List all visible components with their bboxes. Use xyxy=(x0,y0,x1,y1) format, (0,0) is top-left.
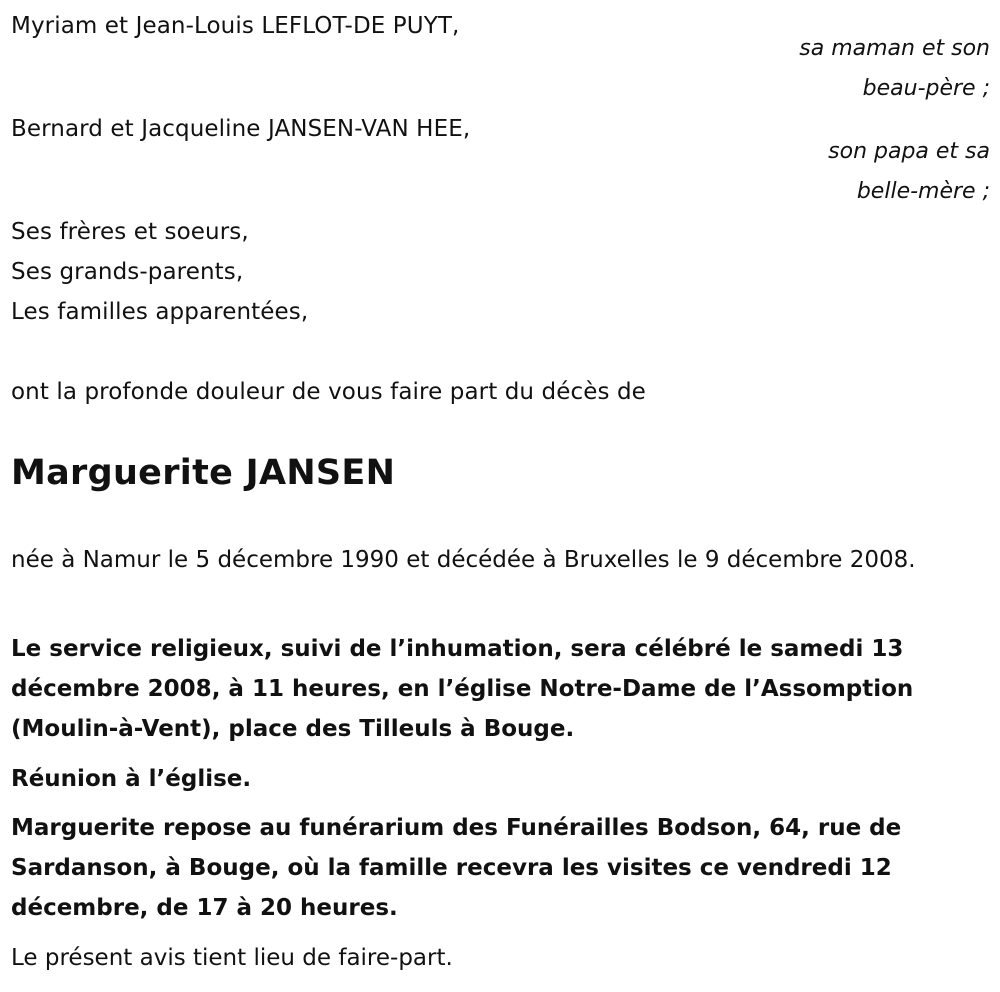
family-relation-1-line-1: sa maman et son xyxy=(799,36,990,61)
relatives-siblings: Ses frères et soeurs, xyxy=(11,219,249,245)
relatives-families: Les familles apparentées, xyxy=(11,299,309,325)
relatives-grandparents: Ses grands-parents, xyxy=(11,259,244,285)
closing-note: Le présent avis tient lieu de faire-part. xyxy=(11,945,453,971)
service-info: Le service religieux, suivi de l’inhumation, sera célébré le samedi 13 décembre 2008, à 11 heures, en l’église Notre-Dame de l’Assomption (Moulin-à-Vent), place des Tilleuls à Bouge. xyxy=(11,636,914,742)
birth-death-info: née à Namur le 5 décembre 1990 et décédée à Bruxelles le 9 décembre 2008. xyxy=(11,547,916,573)
family-relation-2-line-1: son papa et sa xyxy=(828,139,990,164)
family-relation-1-line-2: beau-père ; xyxy=(862,76,990,101)
visitation-info: Marguerite repose au funérarium des Funérailles Bodson, 64, rue de Sardanson, à Bouge, où la famille recevra les visites ce vendredi 12 décembre, de 17 à 20 heures. xyxy=(11,815,902,921)
announcement-intro: ont la profonde douleur de vous faire part du décès de xyxy=(11,379,646,405)
family-name-2: Bernard et Jacqueline JANSEN-VAN HEE, xyxy=(11,116,471,142)
meeting-info: Réunion à l’église. xyxy=(11,766,252,792)
family-relation-2-line-2: belle-mère ; xyxy=(856,179,990,204)
family-name-1: Myriam et Jean-Louis LEFLOT-DE PUYT, xyxy=(11,13,460,39)
deceased-name: Marguerite JANSEN xyxy=(11,453,396,493)
